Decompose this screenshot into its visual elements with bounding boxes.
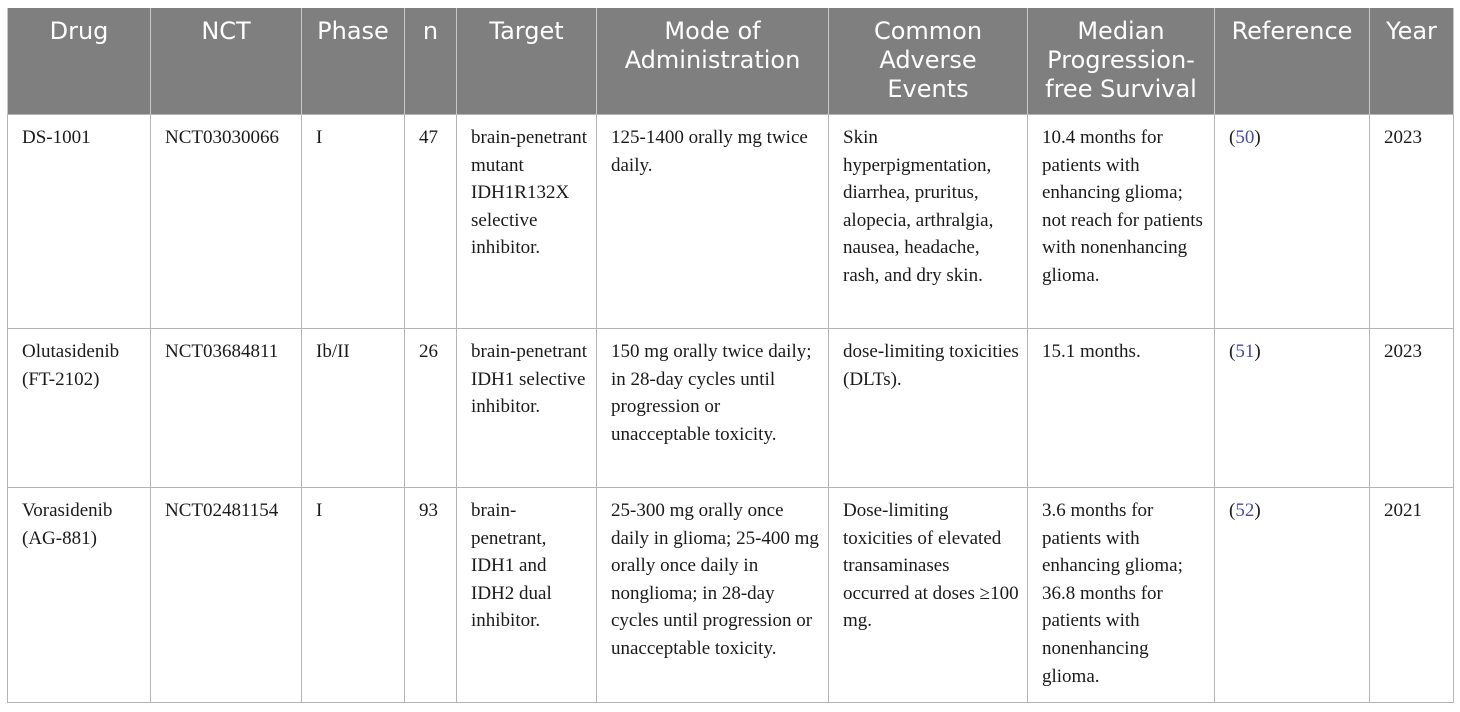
cell-pfs: 10.4 months for patients with enhancing glioma; not reach for patients with nonenhancing glioma. [1028,115,1215,329]
cell-phase: Ib/II [302,329,405,488]
table-row [8,329,1454,488]
cell-adverse-events: dose-limiting toxicities (DLTs). [829,329,1028,488]
cell-year: 2021 [1370,488,1454,703]
cell-drug: DS-1001 [8,115,151,329]
cell-nct: NCT03684811 [151,329,302,488]
header-target: Target [457,8,597,115]
reference-link[interactable]: 52 [1235,500,1255,521]
table-header [8,8,1454,115]
header-row [8,8,1454,115]
cell-drug: Vorasidenib (AG-881) [8,488,151,703]
cell-mode: 150 mg orally twice daily; in 28-day cycles until progression or unacceptable toxicity. [597,329,829,488]
header-nct: NCT [151,8,302,115]
cell-target: brain-penetrant, IDH1 and IDH2 dual inhibitor. [457,488,597,703]
cell-reference: (50) [1215,115,1370,329]
cell-n: 26 [405,329,457,488]
cell-adverse-events: Skin hyperpigmentation, diarrhea, pruritus, alopecia, arthralgia, nausea, headache, rash, and dry skin. [829,115,1028,329]
cell-year: 2023 [1370,115,1454,329]
header-drug: Drug [8,8,151,115]
cell-mode: 125-1400 orally mg twice daily. [597,115,829,329]
cell-target: brain-penetrant mutant IDH1R132X selective inhibitor. [457,115,597,329]
cell-mode: 25-300 mg orally once daily in glioma; 25-400 mg orally once daily in nonglioma; in 28-day cycles until progression or unacceptable toxicity. [597,488,829,703]
header-common-adverse-events: Common Adverse Events [829,8,1028,115]
cell-year: 2023 [1370,329,1454,488]
cell-reference: (52) [1215,488,1370,703]
table-row [8,115,1454,329]
table-container [7,8,1454,703]
table-row [8,488,1454,703]
cell-adverse-events: Dose-limiting toxicities of elevated transaminases occurred at doses ≥100 mg. [829,488,1028,703]
cell-n: 47 [405,115,457,329]
header-reference: Reference [1215,8,1370,115]
cell-target: brain-penetrant IDH1 selective inhibitor. [457,329,597,488]
cell-nct: NCT03030066 [151,115,302,329]
cell-pfs: 15.1 months. [1028,329,1215,488]
reference-link[interactable]: 50 [1235,127,1255,148]
header-median-pfs: Median Progression-free Survival [1028,8,1215,115]
table-body [8,115,1454,703]
cell-phase: I [302,488,405,703]
header-mode-of-administration: Mode of Administration [597,8,829,115]
header-n: n [405,8,457,115]
cell-pfs: 3.6 months for patients with enhancing glioma; 36.8 months for patients with nonenhancing glioma. [1028,488,1215,703]
clinical-trials-table [7,8,1454,703]
cell-reference: (51) [1215,329,1370,488]
header-year: Year [1370,8,1454,115]
cell-drug: Olutasidenib (FT-2102) [8,329,151,488]
cell-phase: I [302,115,405,329]
reference-link[interactable]: 51 [1235,341,1255,362]
cell-nct: NCT02481154 [151,488,302,703]
header-phase: Phase [302,8,405,115]
cell-n: 93 [405,488,457,703]
